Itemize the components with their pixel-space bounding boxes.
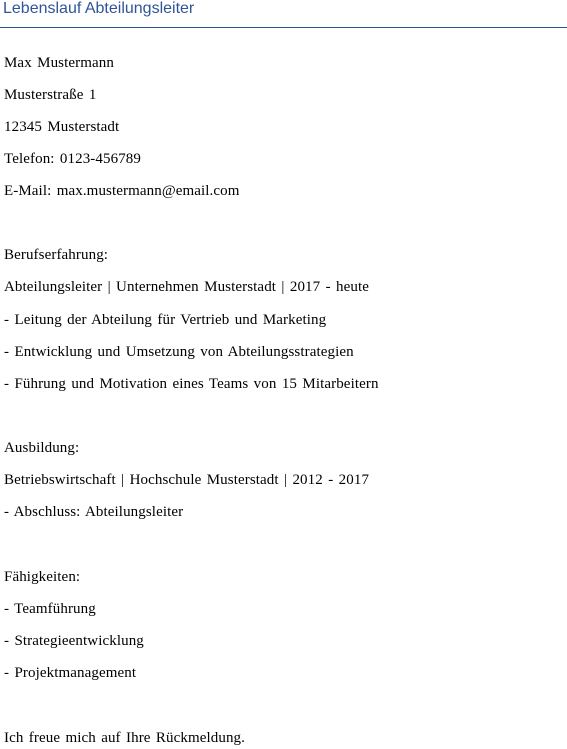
contact-email: E-Mail: max.mustermann@email.com — [4, 183, 240, 199]
education-degree: Betriebswirtschaft | Hochschule Musterstadt | 2012 - 2017 — [4, 472, 370, 488]
skill-item: - Strategieentwicklung — [4, 633, 144, 649]
skill-item: - Teamführung — [4, 601, 96, 617]
contact-street: Musterstraße 1 — [4, 87, 97, 103]
document-title: Lebenslauf Abteilungsleiter — [3, 0, 195, 17]
contact-name: Max Mustermann — [4, 55, 114, 71]
title-divider — [0, 27, 567, 28]
experience-item: - Entwicklung und Umsetzung von Abteilungsstrategien — [4, 344, 354, 360]
skill-item: - Projektmanagement — [4, 665, 137, 681]
experience-heading: Berufserfahrung: — [4, 247, 109, 263]
experience-position: Abteilungsleiter | Unternehmen Musterstadt | 2017 - heute — [4, 279, 370, 295]
contact-phone: Telefon: 0123-456789 — [4, 151, 142, 167]
education-heading: Ausbildung: — [4, 440, 80, 456]
education-item: - Abschluss: Abteilungsleiter — [4, 504, 184, 520]
experience-item: - Führung und Motivation eines Teams von 15 Mitarbeitern — [4, 376, 379, 392]
contact-city: 12345 Musterstadt — [4, 119, 120, 135]
closing-text: Ich freue mich auf Ihre Rückmeldung. — [4, 730, 246, 746]
skills-heading: Fähigkeiten: — [4, 569, 81, 585]
experience-item: - Leitung der Abteilung für Vertrieb und Marketing — [4, 312, 327, 328]
